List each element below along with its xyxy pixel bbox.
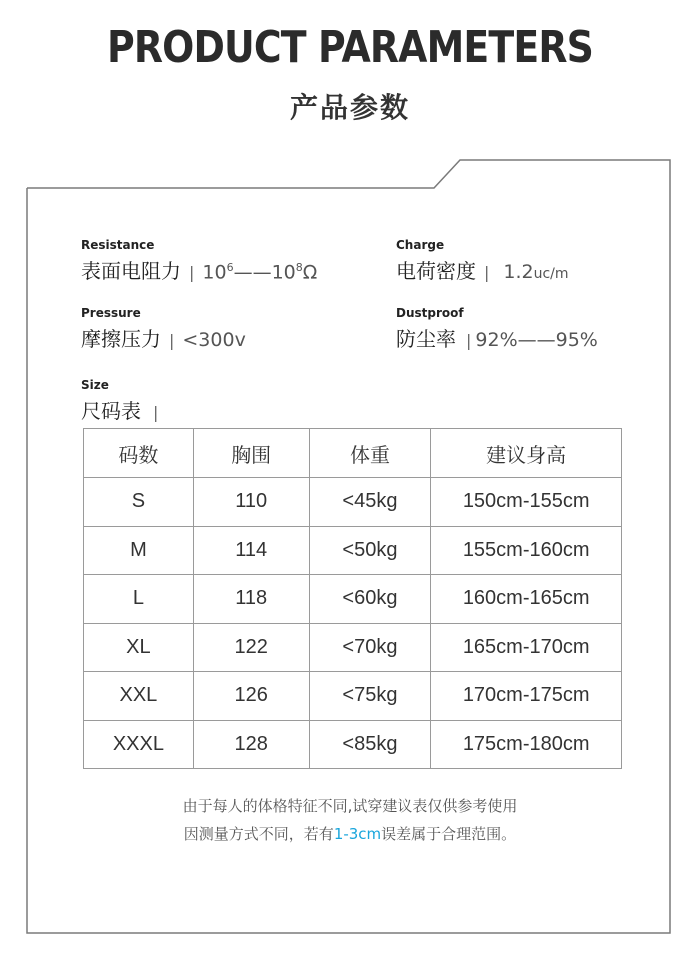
table-cell: 150cm-155cm <box>431 478 622 527</box>
param-charge-en: Charge <box>396 238 445 252</box>
separator: | <box>484 263 490 282</box>
table-row <box>84 672 622 721</box>
table-row <box>84 623 622 672</box>
param-dustproof <box>396 306 598 352</box>
table-header-height: 建议身高 <box>431 429 622 478</box>
table-header-chest: 胸围 <box>193 429 309 478</box>
note-line-2: 因测量方式不同，若有1-3cm误差属于合理范围。 <box>183 825 517 843</box>
param-pressure-value: <300v <box>182 329 246 351</box>
table-header-row <box>84 429 622 478</box>
param-pressure-en: Pressure <box>81 306 141 320</box>
separator: | <box>466 331 472 350</box>
table-cell: L <box>84 575 194 624</box>
param-size <box>81 378 166 424</box>
table-row <box>84 526 622 575</box>
note-highlight: 1-3cm <box>333 825 382 843</box>
param-resistance-value: $10^6——10^8\Omega$ <box>202 260 318 283</box>
table-cell: 126 <box>193 672 309 721</box>
table-cell: 175cm-180cm <box>431 720 622 769</box>
table-cell: 114 <box>193 526 309 575</box>
table-cell: M <box>84 526 194 575</box>
param-charge-cn: 电荷密度 <box>396 259 476 283</box>
param-dustproof-value: 92%——95% <box>475 329 598 351</box>
table-cell: <60kg <box>309 575 431 624</box>
table-cell: <50kg <box>309 526 431 575</box>
param-charge-value: 1.2uc/m <box>503 261 569 283</box>
table-cell: XXL <box>84 672 194 721</box>
param-resistance-cn: 表面电阻力 <box>81 259 181 283</box>
table-row <box>84 575 622 624</box>
table-cell: 118 <box>193 575 309 624</box>
page-title-en: PRODUCT PARAMETERS <box>107 22 593 73</box>
table-cell: 170cm-175cm <box>431 672 622 721</box>
table-cell: XL <box>84 623 194 672</box>
table-cell: 160cm-165cm <box>431 575 622 624</box>
separator: | <box>189 263 195 282</box>
note-line-1: 由于每人的体格特征不同,试穿建议表仅供参考使用 <box>182 797 518 815</box>
table-row <box>84 720 622 769</box>
table-cell: 122 <box>193 623 309 672</box>
table-cell: 110 <box>193 478 309 527</box>
param-pressure <box>81 306 246 352</box>
table-row <box>84 478 622 527</box>
table-cell: 128 <box>193 720 309 769</box>
param-resistance-en: Resistance <box>81 238 155 252</box>
param-size-en: Size <box>81 378 109 392</box>
size-table <box>83 428 622 769</box>
table-cell: <85kg <box>309 720 431 769</box>
table-cell: XXXL <box>84 720 194 769</box>
table-cell: <45kg <box>309 478 431 527</box>
table-cell: <70kg <box>309 623 431 672</box>
table-cell: <75kg <box>309 672 431 721</box>
table-cell: 165cm-170cm <box>431 623 622 672</box>
table-header-size: 码数 <box>84 429 194 478</box>
param-charge <box>396 238 569 284</box>
table-cell: S <box>84 478 194 527</box>
separator: | <box>169 331 175 350</box>
table-header-weight: 体重 <box>309 429 431 478</box>
param-dustproof-cn: 防尘率 <box>396 327 456 351</box>
param-size-cn: 尺码表 <box>81 399 141 423</box>
page-title-cn: 产品参数 <box>289 91 410 124</box>
separator: | <box>153 403 159 422</box>
table-cell: 155cm-160cm <box>431 526 622 575</box>
param-pressure-cn: 摩擦压力 <box>81 327 161 351</box>
param-resistance <box>81 238 317 284</box>
param-dustproof-en: Dustproof <box>396 306 464 320</box>
